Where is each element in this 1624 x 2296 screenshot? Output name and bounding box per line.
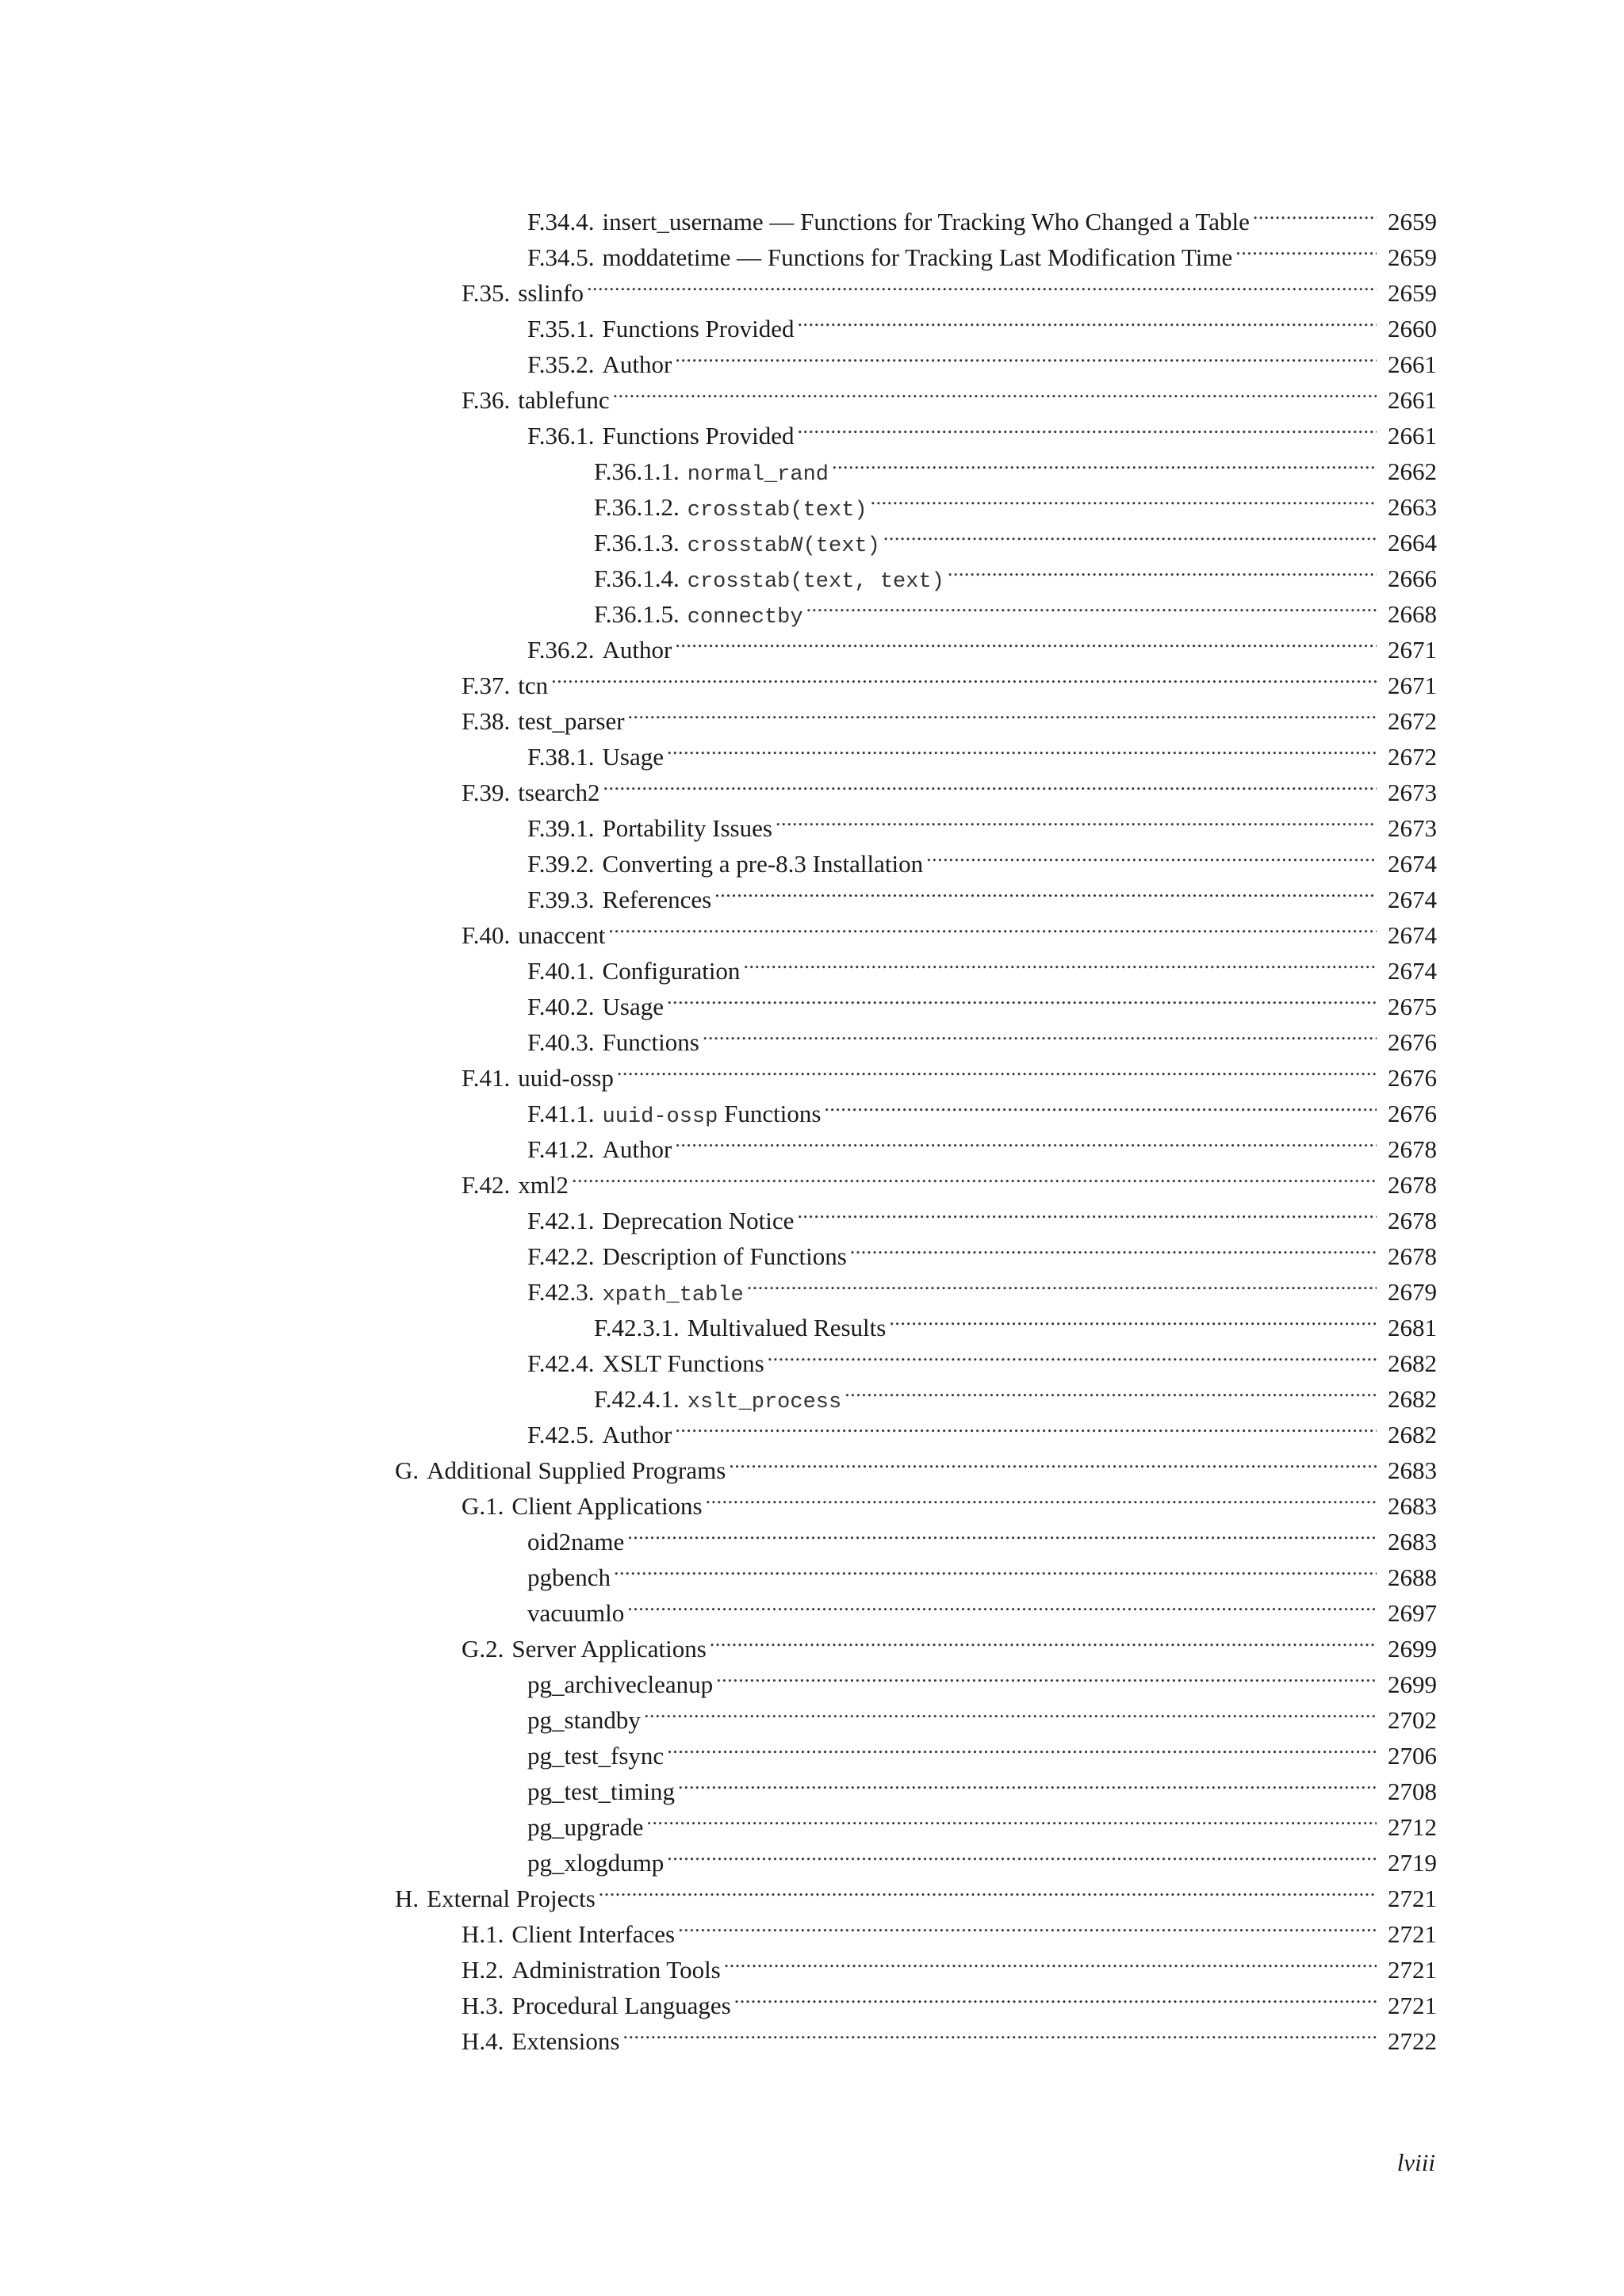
toc-entry-number: H.2. [462,1956,504,1984]
toc-entry-title: pg_upgrade [527,1813,644,1841]
dot-leader [768,1336,1377,1372]
toc-entry[interactable] [527,1229,1624,1270]
toc-entry[interactable] [527,1728,1624,1770]
toc-page-number: 2676 [1388,1028,1437,1056]
toc-entry-title: pgbench [527,1563,611,1591]
toc-entry[interactable] [395,1443,1624,1484]
toc-page-number: 2681 [1388,1314,1437,1341]
toc-page-number: 2676 [1388,1100,1437,1127]
dot-leader [824,1086,1377,1122]
dot-leader [806,587,1377,622]
toc-page-number: 2673 [1388,779,1437,806]
toc-entry[interactable] [527,729,1624,771]
toc-entry-number: F.42.4. [527,1349,595,1377]
toc-entry[interactable] [462,1978,1624,2019]
toc-entry-title: insert_username — Functions for Tracking Who Changed a Table [602,208,1250,235]
toc-entry-title: XSLT Functions [602,1349,764,1377]
toc-entry[interactable] [594,551,1624,594]
toc-entry-code-text: normal_rand [687,463,829,487]
toc-entry-number: F.42.2. [527,1242,595,1270]
toc-page-number: 2719 [1388,1849,1437,1877]
toc-entry[interactable] [527,301,1624,342]
toc-entry[interactable] [527,1800,1624,1841]
toc-entry-title: Usage [602,993,664,1020]
toc-page-number: 2671 [1388,672,1437,699]
dot-leader [587,266,1377,301]
toc-entry-number: F.36.1.4. [594,564,680,592]
toc-entry-number: F.34.5. [527,243,595,271]
toc-entry-number: H. [395,1885,419,1912]
toc-page-number: 2674 [1388,850,1437,878]
toc-entry-number: F.41. [462,1064,511,1092]
dot-leader [608,908,1377,943]
dot-leader [797,1193,1377,1229]
toc-entry-number: F.42.5. [527,1421,595,1448]
toc-entry[interactable] [527,622,1624,664]
toc-entry[interactable] [527,1835,1624,1877]
toc-page-number: 2671 [1388,636,1437,664]
toc-entry-number: F.40.2. [527,993,595,1020]
toc-entry-number: F.42.3.1. [594,1314,680,1341]
dot-leader [613,373,1377,408]
toc-entry-number: F.35.2. [527,350,595,378]
toc-entry-title: xml2 [518,1171,569,1199]
toc-entry-number: F.39.1. [527,814,595,842]
toc-entry-title: Deprecation Notice [602,1207,795,1234]
toc-entry[interactable] [527,1015,1624,1056]
toc-page-number: 2678 [1388,1135,1437,1163]
toc-entry-number: F.42.4.1. [594,1385,680,1413]
toc-entry-title: sslinfo [518,279,584,307]
toc-entry[interactable] [527,408,1624,450]
toc-entry-code-text: xslt_process [687,1391,842,1414]
dot-leader [622,2014,1377,2049]
toc-entry[interactable] [527,194,1624,235]
toc-page-number: 2666 [1388,564,1437,592]
toc-entry[interactable] [527,1764,1624,1805]
toc-entry[interactable] [527,1693,1624,1734]
dot-leader [644,1693,1377,1728]
dot-leader [743,943,1377,979]
toc-page-number: 2712 [1388,1813,1437,1841]
toc-page-number: 2664 [1388,529,1437,557]
toc-entry[interactable] [462,908,1624,949]
toc-entry-title: oid2name [527,1528,625,1556]
toc-page-number: 2674 [1388,957,1437,985]
toc-entry[interactable] [527,979,1624,1020]
toc-entry[interactable] [594,444,1624,487]
toc-entry[interactable] [527,1265,1624,1307]
toc-page-number: 2699 [1388,1670,1437,1698]
toc-entry-code-text: uuid-ossp [602,1105,718,1129]
toc-page-number: 2675 [1388,993,1437,1020]
toc-entry[interactable] [462,1479,1624,1520]
toc-page-number: 2673 [1388,814,1437,842]
toc-page-number: 2674 [1388,886,1437,913]
toc-entry-code-text: crosstab [687,534,791,558]
toc-page-number: 2668 [1388,600,1437,628]
toc-page-number: 2688 [1388,1563,1437,1591]
toc-entry[interactable] [594,1372,1624,1414]
toc-entry-title: Functions Provided [602,422,795,450]
dot-leader [845,1372,1377,1407]
toc-entry[interactable] [527,1122,1624,1163]
toc-entry-title: Functions [602,1028,699,1056]
table-of-contents [0,194,1624,2055]
page-number: lviii [1396,2149,1435,2176]
toc-entry-title: Functions Provided [602,315,795,342]
toc-entry[interactable] [594,1300,1624,1341]
toc-entry[interactable] [594,515,1624,558]
toc-entry-number: F.36.1.3. [594,529,680,557]
toc-entry-number: F.36.1. [527,422,595,450]
dot-leader [627,1586,1377,1621]
toc-entry-title: Server Applications [511,1635,707,1663]
toc-entry[interactable] [462,658,1624,699]
toc-entry-number: F.36.2. [527,636,595,664]
toc-entry-number: G.1. [462,1492,504,1520]
toc-page-number: 2661 [1388,386,1437,414]
toc-entry[interactable] [527,1514,1624,1556]
toc-entry-title: Author [602,1135,672,1163]
toc-entry[interactable] [594,587,1624,629]
toc-entry-title: vacuumlo [527,1599,625,1627]
dot-leader [724,1942,1377,1978]
toc-entry-title: Client Applications [511,1492,703,1520]
dot-leader [729,1443,1377,1479]
toc-page-number: 2659 [1388,279,1437,307]
toc-entry-number: F.38. [462,707,511,735]
toc-page-number: 2699 [1388,1635,1437,1663]
toc-entry-title: test_parser [518,707,625,735]
dot-leader [667,729,1377,765]
toc-page-number: 2672 [1388,707,1437,735]
toc-page-number: 2661 [1388,350,1437,378]
toc-entry[interactable] [462,373,1624,414]
toc-entry[interactable] [527,836,1624,878]
toc-entry-title: References [602,886,712,913]
toc-entry-number: F.42. [462,1171,511,1199]
dot-leader [1253,194,1377,230]
toc-entry-number: F.42.3. [527,1278,595,1306]
toc-page-number: 2697 [1388,1599,1437,1627]
toc-entry-title: pg_xlogdump [527,1849,665,1877]
toc-page-number: 2721 [1388,1885,1437,1912]
toc-entry-title: Configuration [602,957,741,985]
toc-page-number: 2660 [1388,315,1437,342]
dot-leader [883,515,1377,551]
toc-entry-title: External Projects [427,1885,596,1912]
toc-page-number: 2659 [1388,208,1437,235]
dot-leader [627,1514,1377,1550]
toc-entry[interactable] [527,1086,1624,1129]
toc-entry[interactable] [527,1193,1624,1234]
toc-entry[interactable] [527,872,1624,913]
toc-page-number: 2721 [1388,1992,1437,2019]
toc-entry-title: uuid-ossp [518,1064,614,1092]
toc-page-number: 2683 [1388,1528,1437,1556]
toc-entry-number: F.36.1.2. [594,493,680,521]
toc-entry-title: tablefunc [518,386,610,414]
toc-entry[interactable] [462,1621,1624,1663]
toc-page-number: 2683 [1388,1456,1437,1484]
toc-entry-title: tcn [518,672,549,699]
toc-entry[interactable] [462,266,1624,307]
dot-leader [798,408,1377,444]
toc-entry-code-text: crosstab(text, text) [687,570,944,594]
dot-leader [667,1835,1377,1871]
toc-entry-title: Description of Functions [602,1242,847,1270]
toc-entry-number: F.40.1. [527,957,595,985]
dot-leader [614,1550,1377,1586]
toc-entry[interactable] [594,480,1624,522]
dot-leader [678,1907,1377,1942]
toc-entry[interactable] [527,943,1624,985]
toc-entry-number: H.4. [462,2027,504,2055]
toc-entry-code-text: crosstab(text) [687,499,868,522]
toc-entry-title: moddatetime — Functions for Tracking Last Modification Time [602,243,1233,271]
toc-entry-number: F.37. [462,672,511,699]
dot-leader [926,836,1377,872]
toc-entry-number: F.40. [462,921,511,949]
toc-entry-title: Author [602,1421,672,1448]
toc-entry-number: F.40.3. [527,1028,595,1056]
dot-leader [1235,230,1377,266]
toc-page-number: 2662 [1388,457,1437,485]
toc-entry-title: Converting a pre-8.3 Installation [602,850,924,878]
toc-entry-text [462,2023,619,2059]
toc-page-number: 2678 [1388,1171,1437,1199]
toc-page-number: 2721 [1388,1920,1437,1948]
dot-leader [871,480,1377,515]
toc-entry-title: tsearch2 [518,779,600,806]
dot-leader [710,1621,1377,1657]
toc-entry[interactable] [527,337,1624,378]
toc-page-number: 2708 [1388,1777,1437,1805]
toc-entry-title: Functions [724,1100,822,1127]
toc-entry[interactable] [527,1336,1624,1377]
toc-entry-number: F.34.4. [527,208,595,235]
dot-leader [599,1871,1377,1907]
toc-entry-number: F.39.2. [527,850,595,878]
toc-page-number: 2678 [1388,1207,1437,1234]
dot-leader [948,551,1377,587]
toc-entry-title: pg_standby [527,1706,641,1734]
toc-entry[interactable] [462,694,1624,735]
toc-entry-number: F.36. [462,386,511,414]
toc-entry[interactable] [527,801,1624,842]
dot-leader [572,1158,1377,1193]
toc-entry-title: Client Interfaces [511,1920,676,1948]
toc-entry-number: H.1. [462,1920,504,1948]
toc-entry-title: Procedural Languages [511,1992,731,2019]
toc-page-number: 2659 [1388,243,1437,271]
toc-entry[interactable] [462,1942,1624,1984]
toc-entry-number: F.41.1. [527,1100,595,1127]
toc-entry-title: pg_test_fsync [527,1742,665,1770]
toc-entry-code-italic: N [790,534,803,558]
toc-page-number: 2674 [1388,921,1437,949]
dot-leader [776,801,1377,836]
dot-leader [675,622,1377,658]
toc-entry-code-text: xpath_table [602,1284,744,1307]
toc-entry-number: F.35. [462,279,511,307]
toc-page-number: 2661 [1388,422,1437,450]
toc-entry-number: G. [395,1456,419,1484]
toc-entry-number: F.42.1. [527,1207,595,1234]
toc-entry[interactable] [462,1050,1624,1092]
toc-entry[interactable] [395,1871,1624,1912]
dot-leader [832,444,1377,480]
dot-leader [747,1265,1377,1300]
toc-entry-title: Multivalued Results [687,1314,887,1341]
dot-leader [850,1229,1377,1265]
dot-leader [675,1407,1377,1443]
toc-page-number: 2702 [1388,1706,1437,1734]
toc-entry-title: Extensions [511,2027,620,2055]
dot-leader [703,1015,1377,1050]
dot-leader [889,1300,1377,1336]
toc-page-number: 2706 [1388,1742,1437,1770]
toc-page-number: 2682 [1388,1421,1437,1448]
dot-leader [706,1479,1377,1514]
toc-page-number: 2679 [1388,1278,1437,1306]
dot-leader [798,301,1377,337]
toc-entry[interactable] [527,1407,1624,1448]
toc-entry[interactable] [462,1158,1624,1199]
toc-entry[interactable] [527,1586,1624,1627]
toc-entry-code-suffix: (text) [802,534,880,558]
toc-entry[interactable] [462,2014,1624,2055]
toc-page-number: 2676 [1388,1064,1437,1092]
toc-entry-code-text: connectby [687,606,803,629]
toc-entry-number: F.36.1.1. [594,457,680,485]
toc-entry-title: Author [602,636,672,664]
toc-entry-title: Usage [602,743,664,771]
toc-entry-number: F.36.1.5. [594,600,680,628]
toc-page-number: 2678 [1388,1242,1437,1270]
toc-entry[interactable] [462,1907,1624,1948]
dot-leader [667,979,1377,1015]
toc-entry-number: G.2. [462,1635,504,1663]
toc-page-number: 2682 [1388,1385,1437,1413]
dot-leader [675,337,1377,373]
toc-entry[interactable] [462,765,1624,806]
toc-page-number: 2722 [1388,2027,1437,2055]
toc-entry-title: pg_test_timing [527,1777,675,1805]
dot-leader [734,1978,1377,2014]
toc-page-number: 2721 [1388,1956,1437,1984]
toc-page-number: 2683 [1388,1492,1437,1520]
toc-entry[interactable] [527,1657,1624,1698]
toc-entry-title: Portability Issues [602,814,772,842]
toc-entry-title: pg_archivecleanup [527,1670,714,1698]
toc-entry-title: Administration Tools [511,1956,721,1984]
toc-page-number: 2682 [1388,1349,1437,1377]
dot-leader [628,694,1377,729]
toc-entry-number: F.39. [462,779,511,806]
toc-entry[interactable] [527,1550,1624,1591]
toc-page-number: 2672 [1388,743,1437,771]
toc-entry-title: Author [602,350,672,378]
toc-page-number: 2663 [1388,493,1437,521]
dot-leader [646,1800,1377,1835]
toc-entry-number: H.3. [462,1992,504,2019]
toc-entry[interactable] [527,230,1624,271]
toc-entry-title: unaccent [518,921,606,949]
toc-entry-number: F.35.1. [527,315,595,342]
dot-leader [675,1122,1377,1158]
dot-leader [678,1764,1377,1800]
dot-leader [667,1728,1377,1764]
toc-entry-number: F.41.2. [527,1135,595,1163]
dot-leader [603,765,1377,801]
dot-leader [716,1657,1377,1693]
dot-leader [714,872,1377,908]
dot-leader [617,1050,1377,1086]
toc-entry-number: F.39.3. [527,886,595,913]
dot-leader [551,658,1377,694]
toc-entry-title: Additional Supplied Programs [427,1456,726,1484]
toc-entry-number: F.38.1. [527,743,595,771]
